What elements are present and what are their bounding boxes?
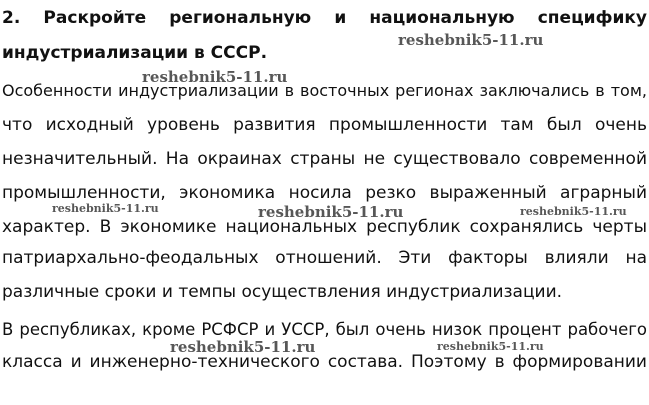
watermark: reshebnik5-11.ru <box>258 203 404 221</box>
heading-line-2: индустриализации в СССР. <box>2 43 268 63</box>
paragraph-2-line-1: В республиках, кроме РСФСР и УССР, был очень низок процент рабочего <box>2 320 647 339</box>
paragraph-1-line-2: что исходный уровень развития промышленности там был очень <box>2 115 647 135</box>
paragraph-2-line-2: класса и инженерно-технического состава. Поэтому в формировании <box>2 352 647 372</box>
paragraph-1-line-3: незначительный. На окраинах страны не существовало современной <box>2 149 647 169</box>
watermark: reshebnik5-11.ru <box>437 340 544 353</box>
paragraph-1-line-4: промышленности, экономика носила резко выраженный аграрный <box>2 183 647 203</box>
heading-line-1: 2. Раскройте региональную и национальную специфику <box>2 8 647 28</box>
watermark: reshebnik5-11.ru <box>398 31 544 49</box>
watermark: reshebnik5-11.ru <box>520 205 627 218</box>
watermark: reshebnik5-11.ru <box>52 202 159 215</box>
paragraph-1-line-6: патриархально-феодальных отношений. Эти факторы влияли на <box>2 248 647 268</box>
paragraph-1-line-5: характер. В экономике национальных республик сохранялись черты <box>2 217 647 237</box>
watermark: reshebnik5-11.ru <box>170 338 316 356</box>
paragraph-1-line-1: Особенности индустриализации в восточных регионах заключались в том, <box>2 81 647 100</box>
watermark: reshebnik5-11.ru <box>142 68 288 86</box>
paragraph-1-line-7: различные сроки и темпы осуществления индустриализации. <box>2 282 563 302</box>
